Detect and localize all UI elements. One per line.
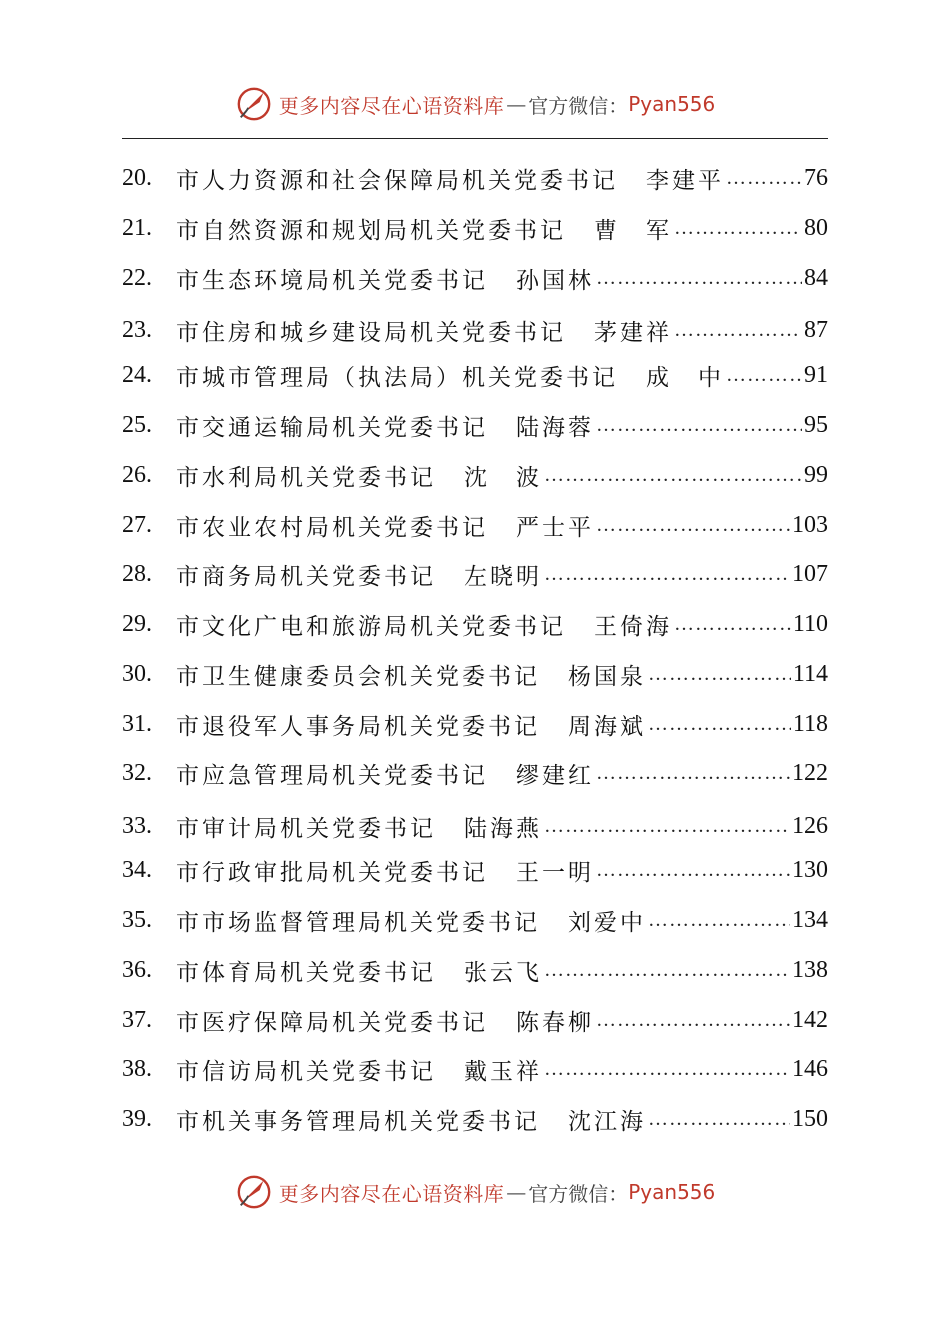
entry-title: 市人力资源和社会保障局机关党委书记: [176, 167, 618, 194]
entry-page: 76: [804, 164, 828, 191]
entry-page: 99: [804, 461, 828, 488]
entry-page: 95: [804, 411, 828, 438]
entry-number: 25.: [122, 411, 152, 438]
entry-page: 146: [792, 1055, 828, 1082]
banner-text: 更多内容尽在心语资料库: [278, 1181, 505, 1206]
entry-number: 37.: [122, 1006, 152, 1033]
entry-number: 39.: [122, 1105, 152, 1132]
entry-title: 市交通运输局机关党委书记: [176, 414, 488, 441]
toc-entry[interactable]: [122, 606, 828, 642]
toc-entry[interactable]: [122, 706, 828, 742]
entry-number: 38.: [122, 1055, 152, 1082]
entry-page: 122: [792, 759, 828, 786]
entry-page: 130: [792, 856, 828, 883]
leader-dots: [648, 909, 790, 932]
toc-entry[interactable]: [122, 852, 828, 888]
banner-wechat-label: 官方微信：: [528, 1181, 629, 1206]
entry-name: 沈江海: [568, 1108, 646, 1135]
entry-page: 142: [792, 1006, 828, 1033]
leader-dots: [726, 167, 802, 190]
leader-dots: [544, 959, 790, 982]
entry-title: 市商务局机关党委书记: [176, 563, 436, 590]
leader-dots: [674, 319, 802, 342]
entry-name: 孙国林: [516, 267, 594, 294]
toc-entry[interactable]: [122, 312, 828, 348]
header-divider: [122, 138, 828, 139]
leader-dots: [648, 713, 791, 736]
entry-name: 戴玉祥: [464, 1058, 542, 1085]
leader-dots: [674, 217, 802, 240]
toc-entry[interactable]: [122, 755, 828, 791]
banner-wechat-label: 官方微信：: [528, 93, 629, 118]
entry-name: 杨国泉: [568, 663, 646, 690]
entry-name: 周海斌: [568, 713, 646, 740]
entry-title: 市城市管理局（执法局）机关党委书记: [176, 364, 618, 391]
entry-number: 26.: [122, 461, 152, 488]
entry-number: 27.: [122, 511, 152, 538]
entry-page: 126: [792, 812, 828, 839]
toc-entry[interactable]: [122, 260, 828, 296]
banner-wechat-id: Pyan556: [628, 92, 716, 116]
leader-dots: [596, 762, 790, 785]
entry-title: 市退役军人事务局机关党委书记: [176, 713, 540, 740]
leader-dots: [648, 1108, 790, 1131]
entry-title: 市水利局机关党委书记: [176, 464, 436, 491]
entry-title: 市卫生健康委员会机关党委书记: [176, 663, 540, 690]
footer-banner: [0, 1172, 950, 1212]
leader-dots: [596, 1009, 790, 1032]
entry-title: 市应急管理局机关党委书记: [176, 762, 488, 789]
entry-page: 107: [792, 560, 828, 587]
banner-dash: —: [506, 1180, 527, 1204]
entry-title: 市信访局机关党委书记: [176, 1058, 436, 1085]
entry-number: 22.: [122, 264, 152, 291]
toc-entry[interactable]: [122, 1002, 828, 1038]
leader-dots: [596, 859, 790, 882]
leader-dots: [596, 414, 802, 437]
toc-entry[interactable]: [122, 556, 828, 592]
entry-page: 80: [804, 214, 828, 241]
entry-name: 张云飞: [464, 959, 542, 986]
toc-entry[interactable]: [122, 808, 828, 844]
entry-title: 市文化广电和旅游局机关党委书记: [176, 613, 566, 640]
entry-name: 陆海燕: [464, 815, 542, 842]
toc-entry[interactable]: [122, 1051, 828, 1087]
entry-page: 114: [792, 660, 828, 687]
entry-number: 34.: [122, 856, 152, 883]
leader-dots: [648, 663, 791, 686]
entry-number: 21.: [122, 214, 152, 241]
entry-name: 沈 波: [464, 464, 542, 491]
entry-title: 市审计局机关党委书记: [176, 815, 436, 842]
leader-dots: [674, 613, 791, 636]
leader-dots: [596, 514, 790, 537]
entry-page: 103: [792, 511, 828, 538]
quill-logo-icon: [235, 85, 273, 123]
entry-title: 市行政审批局机关党委书记: [176, 859, 488, 886]
toc-entry[interactable]: [122, 457, 828, 493]
entry-number: 28.: [122, 560, 152, 587]
entry-name: 严士平: [516, 514, 594, 541]
leader-dots: [544, 1058, 790, 1081]
leader-dots: [544, 563, 790, 586]
entry-name: 左晓明: [464, 563, 542, 590]
entry-number: 30.: [122, 660, 152, 687]
leader-dots: [544, 464, 802, 487]
banner-wechat-id: Pyan556: [628, 1180, 716, 1204]
entry-name: 陈春柳: [516, 1009, 594, 1036]
entry-title: 市自然资源和规划局机关党委书记: [176, 217, 566, 244]
header-banner: [0, 84, 950, 124]
toc-entry[interactable]: [122, 902, 828, 938]
entry-page: 91: [804, 361, 828, 388]
entry-title: 市体育局机关党委书记: [176, 959, 436, 986]
entry-name: 陆海蓉: [516, 414, 594, 441]
toc-entry[interactable]: [122, 1101, 828, 1137]
banner-text: 更多内容尽在心语资料库: [278, 93, 505, 118]
entry-page: 84: [804, 264, 828, 291]
entry-title: 市市场监督管理局机关党委书记: [176, 909, 540, 936]
toc-entry[interactable]: [122, 357, 828, 393]
entry-page: 138: [792, 956, 828, 983]
toc-entry[interactable]: [122, 656, 828, 692]
entry-number: 35.: [122, 906, 152, 933]
entry-title: 市医疗保障局机关党委书记: [176, 1009, 488, 1036]
entry-number: 33.: [122, 812, 152, 839]
leader-dots: [544, 815, 790, 838]
entry-page: 134: [792, 906, 828, 933]
entry-page: 110: [792, 610, 828, 637]
entry-page: 87: [804, 316, 828, 343]
entry-page: 118: [792, 710, 828, 737]
entry-number: 24.: [122, 361, 152, 388]
entry-title: 市生态环境局机关党委书记: [176, 267, 488, 294]
entry-name: 刘爱中: [568, 909, 646, 936]
entry-name: 李建平: [646, 167, 724, 194]
toc-entry[interactable]: [122, 952, 828, 988]
entry-number: 20.: [122, 164, 152, 191]
entry-name: 茅建祥: [594, 319, 672, 346]
entry-title: 市住房和城乡建设局机关党委书记: [176, 319, 566, 346]
banner-dash: —: [506, 92, 527, 116]
entry-title: 市机关事务管理局机关党委书记: [176, 1108, 540, 1135]
toc-entry[interactable]: [122, 407, 828, 443]
entry-name: 王一明: [516, 859, 594, 886]
entry-name: 成 中: [646, 364, 724, 391]
leader-dots: [596, 267, 802, 290]
entry-name: 缪建红: [516, 762, 594, 789]
entry-name: 王倚海: [594, 613, 672, 640]
entry-number: 31.: [122, 710, 152, 737]
toc-entry[interactable]: [122, 210, 828, 246]
entry-number: 29.: [122, 610, 152, 637]
entry-number: 36.: [122, 956, 152, 983]
entry-title: 市农业农村局机关党委书记: [176, 514, 488, 541]
quill-logo-icon: [235, 1173, 273, 1211]
entry-page: 150: [792, 1105, 828, 1132]
entry-number: 32.: [122, 759, 152, 786]
entry-number: 23.: [122, 316, 152, 343]
toc-entry[interactable]: [122, 160, 828, 196]
leader-dots: [726, 364, 802, 387]
entry-name: 曹 军: [594, 217, 672, 244]
toc-entry[interactable]: [122, 507, 828, 543]
